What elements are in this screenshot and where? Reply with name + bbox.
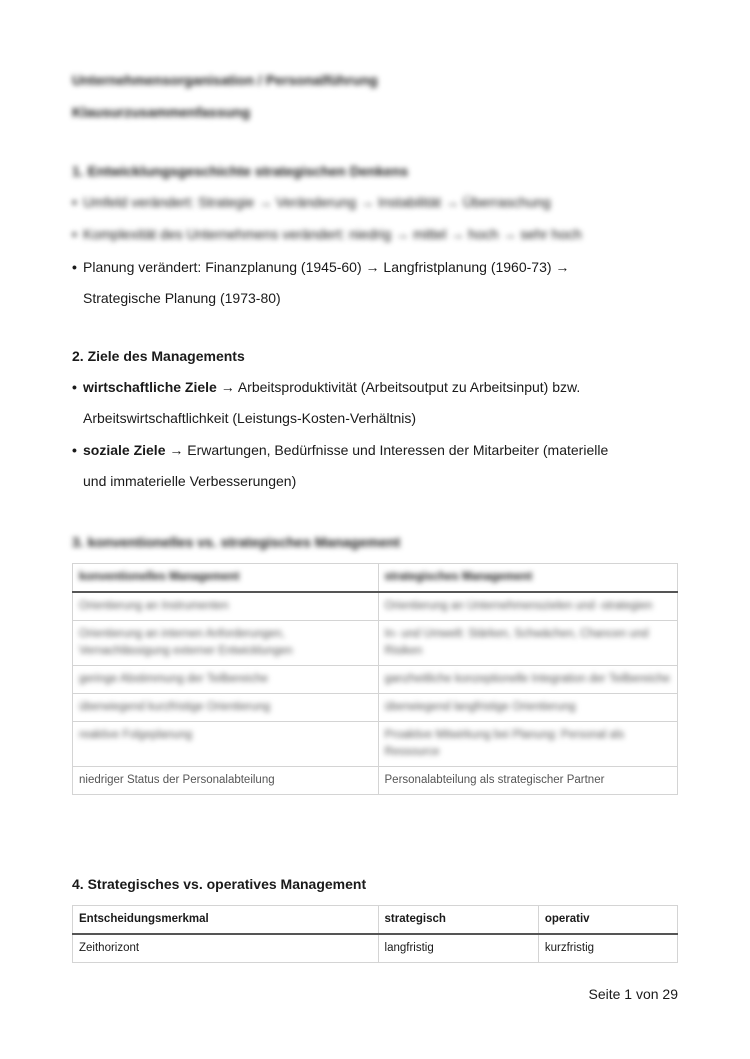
table-header-row [73,906,678,935]
table-cell: Personalabteilung als strategischer Partner [378,767,677,795]
table-row [73,694,678,722]
page-number: Seite 1 von 29 [588,986,678,1002]
column-header: operativ [538,906,677,935]
table-cell: Zeithorizont [73,934,379,963]
section2-bullet-2: • soziale Ziele → Erwartungen, Bedürfnisse und Interessen der Mitarbeiter (materielle und immaterielle Verbesserungen) [72,435,682,497]
section3-heading: 3. konventionelles vs. strategisches Management [72,534,401,550]
table-cell: geringe Abstimmung der Teilbereiche [73,666,379,694]
table-header-row [73,564,678,593]
section2-bullet-2-bold: soziale Ziele [83,442,166,458]
column-header: Entscheidungsmerkmal [73,906,379,935]
table-cell: langfristig [378,934,538,963]
section2-bullet-1-line1: → Arbeitsproduktivität (Arbeitsoutput zu Arbeitsinput) bzw. [216,379,581,395]
table-cell: reaktive Folgeplanung [73,722,379,767]
table-cell: Orientierung an Instrumenten [73,592,379,621]
column-header: strategisch [378,906,538,935]
table-row [73,666,678,694]
table-cell: Orientierung an internen Anforderungen, Vernachlässigung externer Entwicklungen [73,621,379,666]
section1-bullet-1-text: Umfeld verändert: Strategie → Veränderung → Instabilität → Überraschung [83,194,551,210]
section1-bullet-2-text: Komplexität des Unternehmens verändert: niedrig → mittel → hoch → sehr hoch [83,226,582,242]
column-header: konventionelles Management [73,564,379,593]
table-cell: ganzheitliche konzeptionelle Integration der Teilbereiche [378,666,677,694]
section1-bullet-3-line1: Planung verändert: Finanzplanung (1945-60) → Langfristplanung (1960-73) → [83,259,570,275]
table-cell: Proaktive Mitwirkung bei Planung: Personal als Ressource [378,722,677,767]
section2-bullet-1-line2: Arbeitswirtschaftlichkeit (Leistungs-Kosten-Verhältnis) [83,410,417,426]
table-row [73,934,678,963]
table-cell: In- und Umwelt: Stärken, Schwächen, Chancen und Risiken [378,621,677,666]
table-row [73,592,678,621]
table-cell: überwiegend langfristige Orientierung [378,694,677,722]
table-row [73,767,678,795]
section1-bullet-1: • Umfeld verändert: Strategie → Veränderung → Instabilität → Überraschung [72,194,551,210]
table-cell: niedriger Status der Personalabteilung [73,767,379,795]
section1-heading: 1. Entwicklungsgeschichte strategischen Denkens [72,163,409,179]
table-cell: überwiegend kurzfristige Orientierung [73,694,379,722]
table-row [73,722,678,767]
table-row [73,621,678,666]
section1-bullet-3: • Planung verändert: Finanzplanung (1945-60) → Langfristplanung (1960-73) → Strategische Planung (1973-80) [72,252,682,314]
table-cell: Orientierung an Unternehmenszielen und -strategien [378,592,677,621]
document-title: Unternehmensorganisation / Personalführung [72,72,378,88]
section1-bullet-3-line2: Strategische Planung (1973-80) [83,290,281,306]
section2-bullet-2-line2: und immaterielle Verbesserungen) [83,473,297,489]
document-subtitle: Klausurzusammenfassung [72,104,251,120]
table-cell: kurzfristig [538,934,677,963]
section2-heading: 2. Ziele des Managements [72,348,245,364]
section1-bullet-2: • Komplexität des Unternehmens verändert: niedrig → mittel → hoch → sehr hoch [72,226,582,242]
column-header: strategisches Management [378,564,677,593]
comparison-table-conventional-strategic [72,563,678,795]
section4-heading: 4. Strategisches vs. operatives Management [72,876,367,892]
section2-bullet-1: • wirtschaftliche Ziele → Arbeitsproduktivität (Arbeitsoutput zu Arbeitsinput) bzw. Arbeitswirtschaftlichkeit (Leistungs-Kosten-Verhältnis) [72,372,682,434]
comparison-table-strategic-operative [72,905,678,963]
section2-bullet-1-bold: wirtschaftliche Ziele [83,379,217,395]
section2-bullet-2-line1: → Erwartungen, Bedürfnisse und Interessen der Mitarbeiter (materielle [165,442,609,458]
